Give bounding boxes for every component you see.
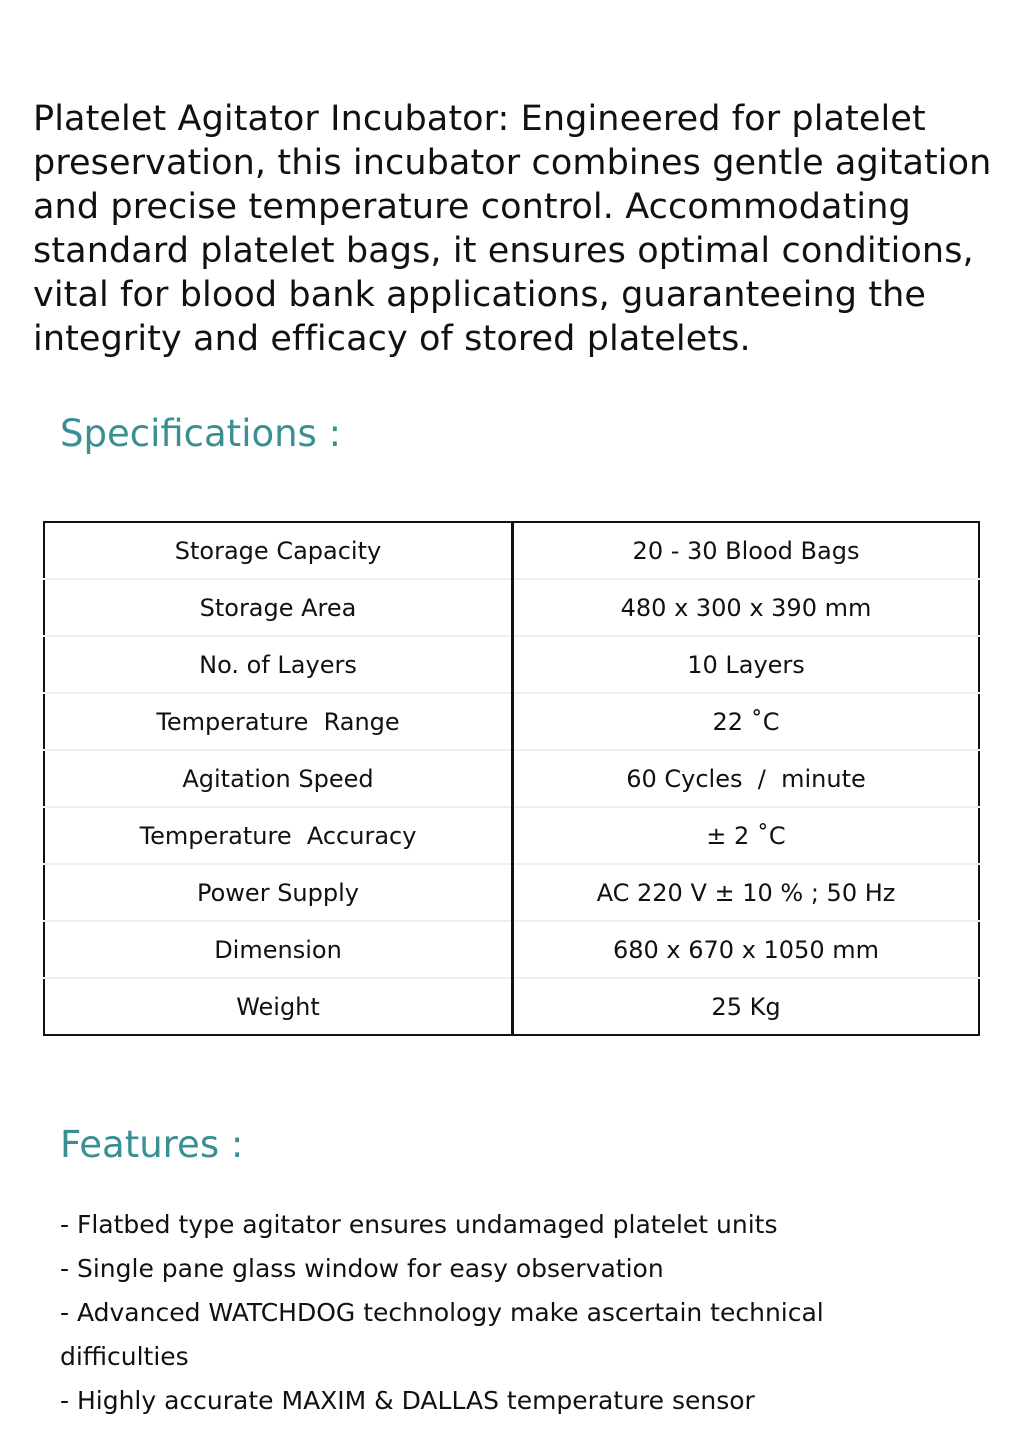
spec-value: 20 - 30 Blood Bags xyxy=(513,522,980,579)
spec-value: 480 x 300 x 390 mm xyxy=(513,579,980,636)
table-row xyxy=(44,693,979,750)
table-row xyxy=(44,636,979,693)
list-item: - Highly accurate MAXIM & DALLAS temperature sensor xyxy=(60,1386,755,1415)
table-row xyxy=(44,864,979,921)
spec-label: Temperature Range xyxy=(44,693,513,750)
spec-value: 680 x 670 x 1050 mm xyxy=(513,921,980,978)
table-row xyxy=(44,750,979,807)
spec-label: Storage Area xyxy=(44,579,513,636)
spec-label: Agitation Speed xyxy=(44,750,513,807)
specifications-table xyxy=(43,521,980,1036)
spec-label: No. of Layers xyxy=(44,636,513,693)
spec-label: Temperature Accuracy xyxy=(44,807,513,864)
table-row xyxy=(44,978,979,1035)
table-row xyxy=(44,921,979,978)
spec-label: Storage Capacity xyxy=(44,522,513,579)
spec-value: 25 Kg xyxy=(711,992,781,1021)
features-heading: Features : xyxy=(60,1123,244,1166)
specifications-heading: Specifications : xyxy=(60,412,342,455)
spec-value: ± 2 ˚C xyxy=(513,807,980,864)
list-item: - Flatbed type agitator ensures undamaged platelet units xyxy=(60,1210,778,1239)
list-item: - Single pane glass window for easy observation xyxy=(60,1254,664,1283)
table-row xyxy=(44,579,979,636)
spec-value: 10 Layers xyxy=(513,636,980,693)
spec-label: Dimension xyxy=(44,921,513,978)
list-item: - Advanced WATCHDOG technology make ascertain technical difficulties xyxy=(60,1298,824,1371)
product-description: Platelet Agitator Incubator: Engineered for platelet preservation, this incubator combines gentle agitation and precise temperature control. Accommodating standard platelet bags, it ensures optimal conditions, vital for blood bank applications, guaranteeing the integrity and efficacy of stored platelets. xyxy=(33,99,992,359)
spec-label: Power Supply xyxy=(44,864,513,921)
features-list xyxy=(60,1203,940,1423)
table-row xyxy=(44,522,979,579)
table-row xyxy=(44,807,979,864)
spec-value: 60 Cycles / minute xyxy=(513,750,980,807)
spec-value: AC 220 V ± 10 % ; 50 Hz xyxy=(513,864,980,921)
spec-label: Weight xyxy=(44,978,513,1035)
spec-value: 22 ˚C xyxy=(513,693,980,750)
